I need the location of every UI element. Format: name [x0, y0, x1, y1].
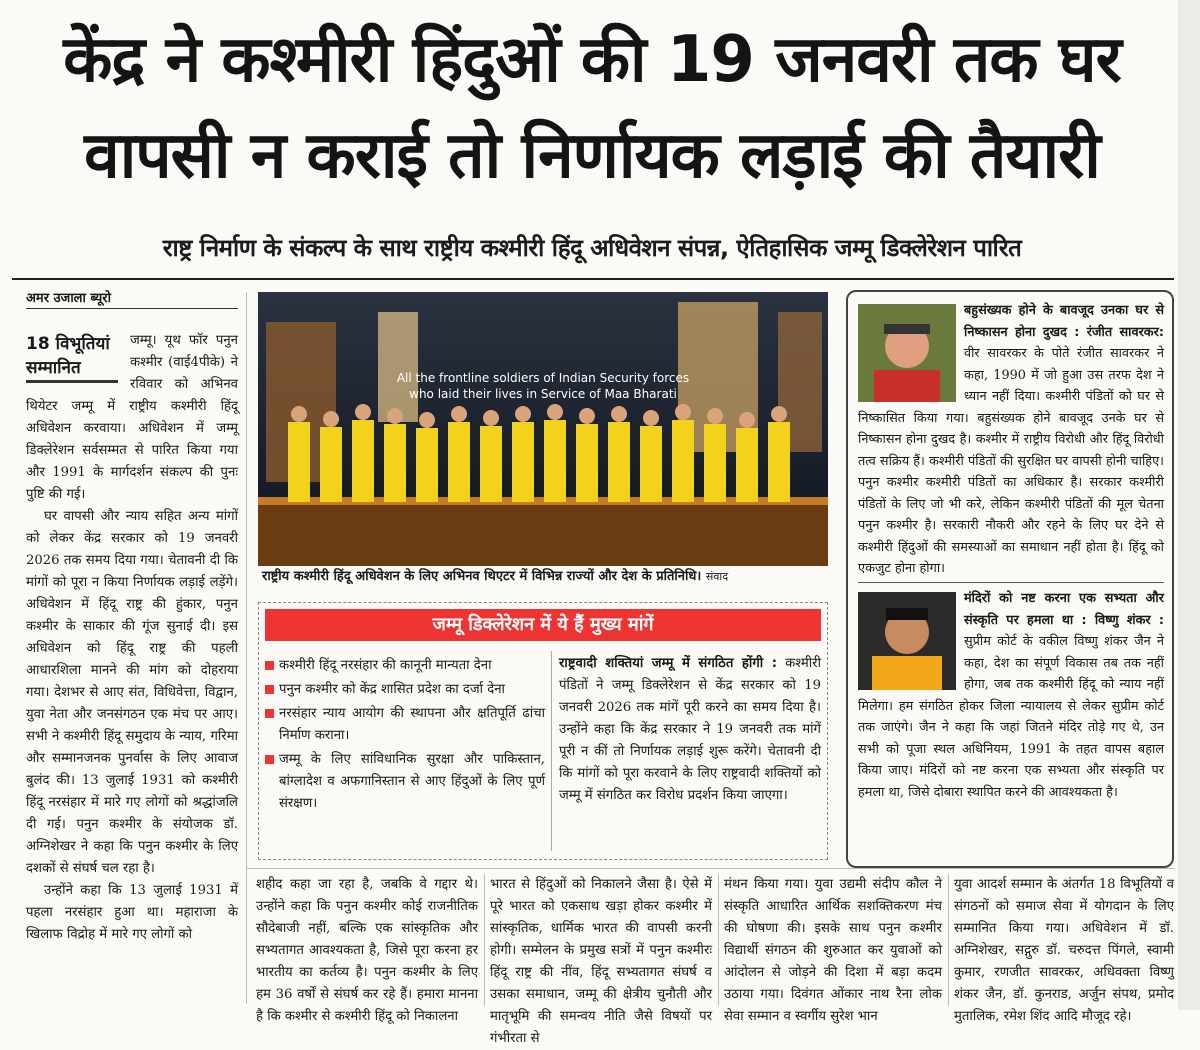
caption-credit: संवाद	[705, 570, 729, 583]
subheadline: राष्ट्र निर्माण के संकल्प के साथ राष्ट्रीय कश्मीरी हिंदू अधिवेशन संपन्न, ऐतिहासिक जम्मू डिक्लेरेशन पारित	[162, 234, 1022, 262]
caption-text: राष्ट्रीय कश्मीरी हिंदू अधिवेशन के लिए अभिनव थिएटर में विभिन्न राज्यों और देश के प्रतिनिधि।	[262, 569, 702, 584]
column-4-text: मंथन किया गया। युवा उद्यमी संदीप कौल ने संस्कृति आधारित आर्थिक सशक्तिकरण मंच की घोषणा की। इसके साथ पनुन कश्मीर विद्यार्थी संगठन की शुरुआत कर युवाओं को आंदोलन से जोड़ने की दिशा में बड़ा कदम उठाया गया। दिवंगत ओंकार नाथ रैना लोक सेवा सम्मान व स्वर्गीय सुरेश भान	[724, 877, 942, 1024]
honor-box	[26, 332, 122, 383]
sidebar-section-vishnu	[858, 588, 1164, 864]
event-photo	[258, 292, 828, 566]
column-5	[954, 874, 1174, 1024]
sidebar-box	[846, 290, 1174, 868]
declaration-item: पनुन कश्मीर को केंद्र शासित प्रदेश का दर्जा देना	[265, 679, 545, 701]
top-rule	[12, 278, 1174, 280]
declaration-right-body: कश्मीरी पंडितों ने जम्मू डिक्लेरेशन से केंद्र सरकार को 19 जनवरी 2026 तक मांगें पूरी करने का समय दिया है। उन्होंने कहा कि केंद्र सरकार ने 19 जनवरी तक मांगें पूरी न कीं तो निर्णायक लड़ाई शुरू करेंगे। चेतावनी दी कि मांगों को पूरा करवाने के लिए राष्ट्रवादी शक्तियों को जम्मू में संगठित कर विरोध प्रदर्शन किया जाएगा।	[559, 656, 821, 803]
savarkar-text: वीर सावरकर के पोते रंजीत सावरकर ने कहा, 1990 में जो हुआ उस तरफ देश ने ध्यान नहीं दिया। कश्मीरी पंडितों को घर से निष्कासित किया गया। बहुसंख्यक होने बावजूद उनके घर से निष्कासन होना दुखद है। कश्मीर में राष्ट्रीय विरोधी और हिंदू विरोधी तत्व सक्रिय हैं। कश्मीरी पंडितों की सुरक्षित घर वापसी होनी चाहिए। पनुन कश्मीर कश्मीरी पंडितों का अधिकार है। सरकार कश्मीरी पंडितों के लिए जो भी करे, लेकिन कश्मीरी पंडितों की मूल चेतना पनुन कश्मीर है। सरकारी नौकरी और रहने के लिए घर देने से कश्मीरी हिंदुओं की समस्याओं का समाधान नहीं होता है। हिंदू को एकजुट होना होगा।	[858, 346, 1164, 576]
bullet-icon	[265, 709, 274, 718]
column-3	[490, 874, 712, 1046]
savarkar-heading: बहुसंख्यक होने के बावजूद उनका घर से निष्कासन होना दुखद : रंजीत सावरकर:	[964, 303, 1164, 340]
declaration-item: कश्मीरी हिंदू नरसंहार की कानूनी मान्यता देना	[265, 655, 545, 677]
declaration-item: जम्मू के लिए सांविधानिक सुरक्षा और पाकिस्तान, बांग्लादेश व अफगानिस्तान से आए हिंदुओं के लिए पूर्ण संरक्षण।	[265, 749, 545, 815]
adjacent-page-edge	[1178, 0, 1200, 1010]
vishnu-portrait	[858, 592, 956, 690]
column-divider	[718, 874, 719, 1006]
column-5-text: युवा आदर्श सम्मान के अंतर्गत 18 विभूतियों व संगठनों को समाज सेवा में योगदान के लिए सम्मानित किया गया। अधिवेशन में डॉ. अग्निशेखर, सद्गुरु डॉ. चरुदत्त पिंगले, स्वामी कुमार, रणजीत सावरकर, अधिवक्ता विष्णु शंकर जैन, डॉ. कुनराड, अर्जुन संपथ, प्रमोद मुतालिक, रमेश शिंद आदि मौजूद रहे।	[954, 877, 1174, 1024]
declaration-item: नरसंहार न्याय आयोग की स्थापना और क्षतिपूर्ति ढांचा निर्माण कराना।	[265, 703, 545, 747]
column-divider	[484, 874, 485, 1006]
column-divider	[948, 874, 949, 1006]
column-3-text: भारत से हिंदुओं को निकालने जैसा है। ऐसे में पूरे भारत को एकसाथ खड़ा होकर कश्मीर में सांस्कृतिक, धार्मिक भारत की वापसी करनी होगी। सम्मेलन के प्रमुख सत्रों में पनुन कश्मीरः हिंदू राष्ट्र की नींव, हिंदू सभ्यतागत संघर्ष व उसका समाधान, जम्मू की क्षेत्रीय चुनौती और मातृभूमि की समन्वय नीति जैसे विषयों पर गंभीरता से	[490, 877, 712, 1046]
headline-line-2: वापसी न कराई तो निर्णायक लड़ाई की तैयारी	[84, 119, 1100, 193]
declaration-title: जम्मू डिक्लेरेशन में ये हैं मुख्य मांगें	[265, 609, 821, 641]
vishnu-text: सुप्रीम कोर्ट के वकील विष्णु शंकर जैन ने कहा, देश का संपूर्ण विकास तब तक नहीं होगा, जब तक कश्मीरी हिंदू को न्याय नहीं मिलेगा। हम संगठित होकर जिला न्यायालय से लेकर सुप्रीम कोर्ट तक जाएंगे। जैन ने कहा कि जहां जितने मंदिर तोड़े गए थे, उन सभी को पूजा स्थल अधिनियम, 1991 के तहत वापस बहाल किया जाए। मंदिरों को नष्ट करना एक सभ्यता और संस्कृति पर हमला था, जिसे दोबारा स्थापित करने की आवश्यकता है।	[858, 634, 1164, 800]
headline	[12, 12, 1172, 204]
column-1	[26, 330, 238, 1006]
bullet-icon	[265, 755, 274, 764]
banner-line-1: All the frontline soldiers of Indian Security forces	[396, 371, 690, 385]
honor-line-1: 18 विभूतियां	[26, 334, 110, 354]
bullet-icon	[265, 685, 274, 694]
declaration-box	[258, 602, 828, 860]
photo-caption	[262, 568, 828, 586]
sidebar-section-savarkar	[858, 300, 1164, 576]
declaration-right-heading: राष्ट्रवादी शक्तियां जम्मू में संगठित होंगी :	[559, 656, 777, 671]
declaration-list	[265, 655, 545, 817]
bottom-rule	[246, 868, 1174, 869]
vishnu-heading: मंदिरों को नष्ट करना एक सभ्यता और संस्कृति पर हमला था : विष्णु शंकर :	[964, 591, 1164, 628]
declaration-right-text	[559, 653, 821, 807]
column-2-text: शहीद कहा जा रहा है, जबकि वे गद्दार थे। उन्होंने कहा कि पनुन कश्मीर कोई राजनीतिक सौदेबाजी नहीं, बल्कि एक सांस्कृतिक और सभ्यतागत आवश्यकता है, जिसे पूरा करना हर भारतीय का कर्तव्य है। पनुन कश्मीर के लिए हम 36 वर्षों से संघर्ष कर रहे हैं। हमारा मानना है कि कश्मीर से कश्मीरी हिंदू को निकालना	[256, 877, 478, 1024]
column-1-paragraph-1: जम्मू। यूथ फॉर पनुन कश्मीर (वाई4पीके) ने रविवार को अभिनव थियेटर जम्मू में राष्ट्रीय कश्मीरी हिंदू अधिवेशन करवाया। अधिवेशन में जम्मू डिक्लेरेशन सर्वसम्मत से पारित किया गया और 1991 के मार्गदर्शन संकल्प की पुनः पुष्टि की गई।	[26, 333, 238, 502]
stage-illustration	[258, 292, 828, 566]
column-1-paragraph-3: उन्होंने कहा कि 13 जुलाई 1931 में पहला नरसंहार हुआ था। महाराजा के खिलाफ विद्रोह में मारे गए लोगों को	[26, 883, 238, 942]
column-divider	[246, 292, 247, 1004]
bullet-icon	[265, 661, 274, 670]
bureau-byline: अमर उजाला ब्यूरो	[26, 291, 111, 306]
column-2	[256, 874, 478, 1024]
byline-rule	[26, 308, 238, 309]
sidebar-rule	[858, 582, 1164, 583]
declaration-divider	[551, 651, 552, 851]
honor-line-2: सम्मानित	[26, 356, 118, 383]
column-1-paragraph-2: घर वापसी और न्याय सहित अन्य मांगों को लेकर केंद्र सरकार को 19 जनवरी 2026 तक समय दिया गया। चेतावनी दी कि मांगों को पूरा न किया निर्णायक लड़ाई लड़ेंगे। अधिवेशन में हिंदू राष्ट्र की हुंकार, पनुन कश्मीर के साकार की गूंज सुनाई दी। इस अधिवेशन को हिंदू राष्ट्र की पहली आधारशिला मानने की मांग को दोहराया गया। देशभर से आए संत, विधिवेत्ता, विद्वान, युवा नेता और जनसंगठन एक मंच पर आए। सभी ने कश्मीरी हिंदू समुदाय के न्याय, गरिमा और सम्मानजनक पुनर्वास के लिए आवाज बुलंद की। 13 जुलाई 1931 को कश्मीरी हिंदू नरसंहार में मारे गए लोगों को श्रद्धांजलि दी गई। पनुन कश्मीर के संयोजक डॉ. अग्निशेखर ने कहा कि पनुन कश्मीर के लिए दशकों से संघर्ष चल रहा है।	[26, 509, 238, 876]
banner-line-2: who laid their lives in Service of Maa Bharati	[409, 387, 677, 401]
column-4	[724, 874, 942, 1024]
headline-line-1: केंद्र ने कश्मीरी हिंदुओं की 19 जनवरी तक घर	[63, 23, 1121, 97]
savarkar-portrait	[858, 304, 956, 402]
